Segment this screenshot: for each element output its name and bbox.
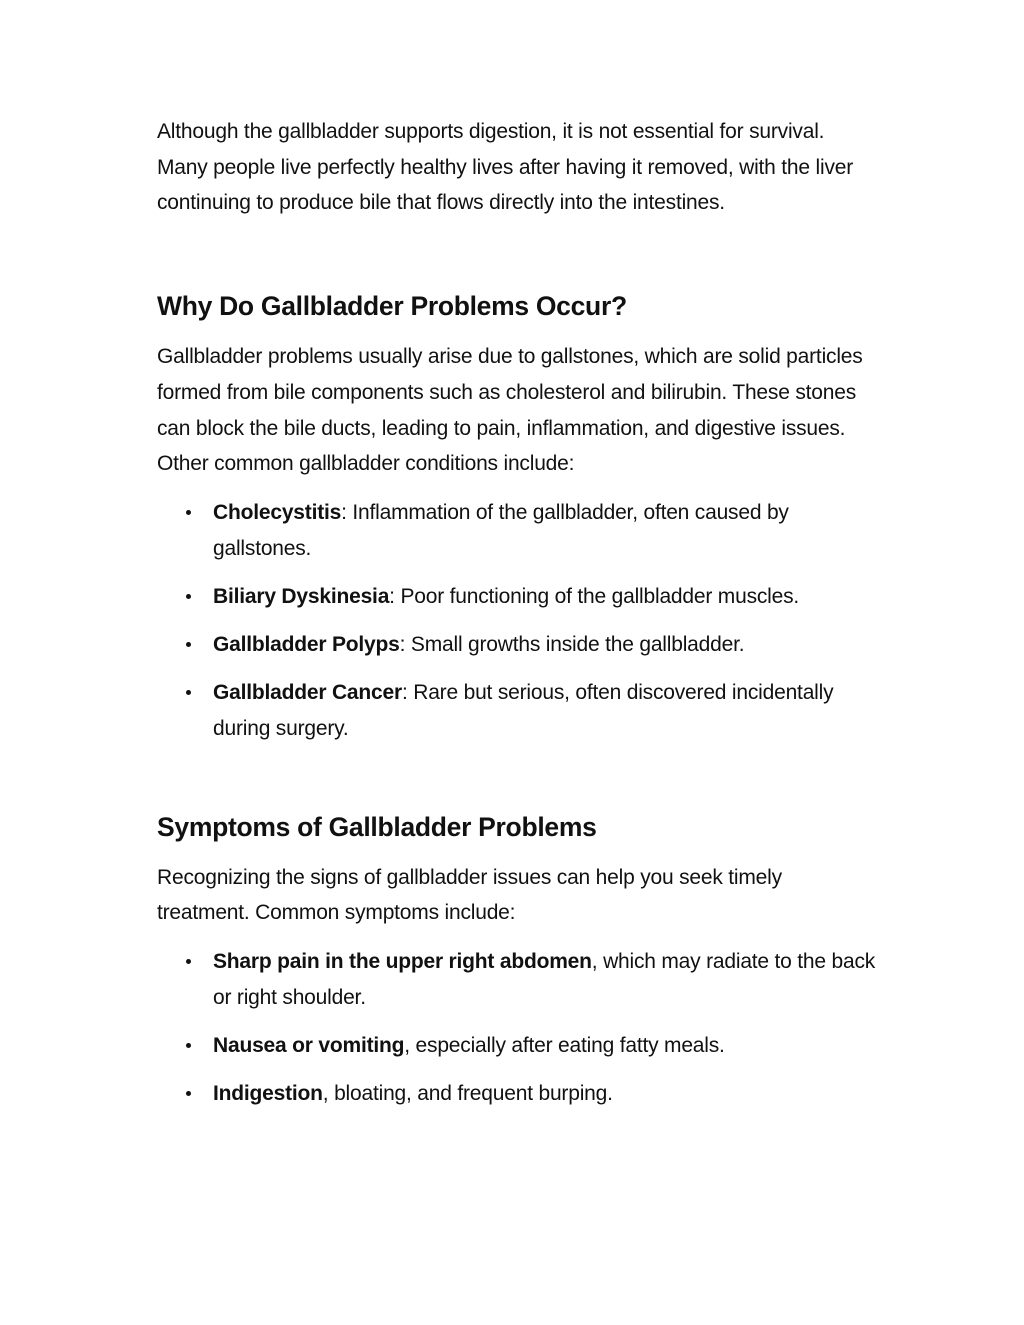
list-item-term: Indigestion [213, 1082, 323, 1106]
document-page [157, 114, 877, 1112]
bullet-icon [186, 594, 191, 599]
list-item-text: , especially after eating fatty meals. [404, 1033, 725, 1057]
list-item-term: Cholecystitis [213, 500, 342, 524]
list-item-text: : Poor functioning of the gallbladder muscles. [389, 584, 800, 608]
list-item-biliary-dyskinesia [213, 579, 877, 615]
list-item-term: Biliary Dyskinesia [213, 584, 390, 608]
why-heading: Why Do Gallbladder Problems Occur? [157, 291, 627, 322]
list-item-cholecystitis [213, 495, 877, 566]
conditions-list [157, 495, 877, 747]
list-item-gallbladder-cancer [213, 675, 877, 746]
list-item-text: : Inflammation of the gallbladder, often caused by gallstones. [213, 500, 789, 560]
bullet-icon [186, 1091, 191, 1096]
symptoms-list [157, 944, 877, 1112]
list-item-term: Gallbladder Polyps [213, 633, 400, 657]
list-item-term: Sharp pain in the upper right abdomen [213, 950, 592, 974]
list-item-text: , bloating, and frequent burping. [322, 1082, 613, 1106]
bullet-icon [186, 510, 191, 515]
list-item-sharp-pain [213, 944, 877, 1015]
list-item-gallbladder-polyps [213, 627, 877, 663]
symptoms-heading: Symptoms of Gallbladder Problems [157, 811, 597, 842]
intro-paragraph: Although the gallbladder supports digestion, it is not essential for survival. Many people live perfectly healthy lives after having it removed, with the liver continuing to produce bile that flows directly into the intestines. [157, 120, 854, 215]
list-item-term: Nausea or vomiting [213, 1033, 405, 1057]
bullet-icon [186, 959, 191, 964]
bullet-icon [186, 642, 191, 647]
why-paragraph: Gallbladder problems usually arise due to gallstones, which are solid particles formed from bile components such as cholesterol and bilirubin. These stones can block the bile ducts, leading to pain, inflammation, and digestive issues. Other common gallbladder conditions include: [157, 345, 863, 476]
list-item-text: , which may radiate to the back or right shoulder. [213, 950, 876, 1009]
list-item-nausea [213, 1028, 877, 1064]
bullet-icon [186, 690, 191, 695]
list-item-text: : Small growths inside the gallbladder. [399, 633, 745, 657]
bullet-icon [186, 1043, 191, 1048]
list-item-text: : Rare but serious, often discovered incidentally during surgery. [213, 681, 834, 740]
list-item-term: Gallbladder Cancer [213, 681, 402, 705]
symptoms-paragraph: Recognizing the signs of gallbladder issues can help you seek timely treatment. Common symptoms include: [157, 865, 782, 925]
list-item-indigestion [213, 1076, 877, 1112]
